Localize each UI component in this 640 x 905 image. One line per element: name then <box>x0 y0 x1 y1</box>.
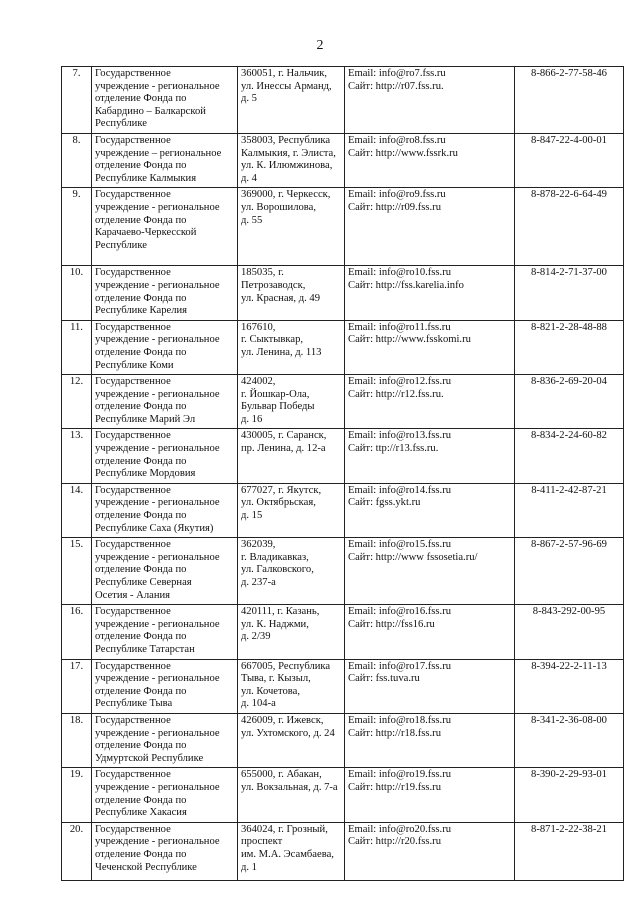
organization-name-line: Государственное <box>95 321 171 333</box>
phone-number <box>515 713 624 767</box>
row-number-text: 16. <box>69 606 84 618</box>
contacts <box>345 483 515 537</box>
phone-number-text: 8-834-2-24-60-82 <box>531 430 607 442</box>
contact-line: Сайт: http://r07.fss.ru. <box>348 80 444 92</box>
address-line: 358003, Республика <box>241 134 331 146</box>
address-line: ул. Красная, д. 49 <box>241 292 321 304</box>
organization-name-line: Осетия - Алания <box>95 589 171 601</box>
organization-name-line: отделение Фонда по <box>95 794 187 806</box>
address-line: пр. Ленина, д. 12-а <box>241 443 326 455</box>
organization-name-line: отделение Фонда по <box>95 685 187 697</box>
row-number <box>62 375 92 429</box>
row-number <box>62 320 92 374</box>
contact-line: Сайт: http://r20.fss.ru <box>348 836 441 848</box>
organization-name <box>92 188 238 266</box>
phone-number-text: 8-814-2-71-37-00 <box>531 267 607 279</box>
address <box>238 375 345 429</box>
phone-number-text: 8-867-2-57-96-69 <box>531 539 607 551</box>
row-number-text: 12. <box>69 376 84 388</box>
address-line: д. 16 <box>241 413 263 425</box>
contact-line: Сайт: fss.tuva.ru <box>348 673 420 685</box>
organization-name <box>92 320 238 374</box>
phone-number-text: 8-821-2-28-48-88 <box>531 321 607 333</box>
contacts <box>345 768 515 822</box>
row-number-text: 18. <box>69 714 84 726</box>
address-line: д. 15 <box>241 510 263 522</box>
address <box>238 605 345 659</box>
address-line: ул. К. Наджми, <box>241 618 309 630</box>
contacts <box>345 266 515 320</box>
address-line: Тыва, г. Кызыл, <box>241 673 311 685</box>
organization-name-line: Республике Карелия <box>95 305 188 317</box>
organization-name-line: отделение Фонда по <box>95 346 187 358</box>
organization-name <box>92 605 238 659</box>
phone-number <box>515 538 624 605</box>
organization-name-line: Государственное <box>95 539 171 551</box>
address-line: 185035, г. <box>241 267 284 279</box>
address-line: д. 237-а <box>241 577 276 588</box>
organization-name <box>92 67 238 134</box>
address-line: 420111, г. Казань, <box>241 606 320 618</box>
organization-name <box>92 822 238 880</box>
organization-name-line: Республике Саха (Якутия) <box>95 522 214 534</box>
address-line: г. Владикавказ, <box>241 551 309 563</box>
organization-name <box>92 713 238 767</box>
contact-line: Email: info@ro8.fss.ru <box>348 134 446 146</box>
organization-name-line: Республике Хакасия <box>95 807 187 819</box>
organization-name-line: отделение Фонда по <box>95 631 187 643</box>
organization-name <box>92 659 238 713</box>
organization-name <box>92 538 238 605</box>
organization-name-line: учреждение - региональное <box>95 673 220 685</box>
address <box>238 822 345 880</box>
phone-number-text: 8-341-2-36-08-00 <box>531 714 607 726</box>
organization-name-line: Государственное <box>95 714 171 726</box>
address-line: им. М.А. Эсамбаева, <box>241 848 334 860</box>
organization-name-line: учреждение – региональное <box>95 147 222 159</box>
row-number-text: 15. <box>69 539 84 551</box>
organization-name-line: Государственное <box>95 484 171 496</box>
organization-name-line: Государственное <box>95 823 171 835</box>
contact-line: Сайт: http://r12.fss.ru. <box>348 388 444 400</box>
organization-name-line: отделение Фонда по <box>95 214 187 226</box>
table-row <box>62 133 624 187</box>
row-number <box>62 605 92 659</box>
page-number: 2 <box>316 38 324 53</box>
phone-number <box>515 659 624 713</box>
address-line: д. 104-а <box>241 698 276 710</box>
phone-number <box>515 768 624 822</box>
address <box>238 320 345 374</box>
organization-name-line: Государственное <box>95 68 171 79</box>
row-number-text: 20. <box>69 823 84 835</box>
address-line: ул. Ворошилова, <box>241 201 316 213</box>
phone-number <box>515 483 624 537</box>
phone-number <box>515 320 624 374</box>
contact-line: Сайт: ttp://r13.fss.ru. <box>348 443 439 455</box>
phone-number-text: 8-847-22-4-00-01 <box>531 134 607 146</box>
organization-name-line: учреждение - региональное <box>95 497 220 509</box>
contact-line: Email: info@ro9.fss.ru <box>348 189 446 201</box>
address-line: 667005, Республика <box>241 660 331 672</box>
table-row <box>62 822 624 880</box>
phone-number <box>515 67 624 134</box>
phone-number <box>515 605 624 659</box>
table-row <box>62 659 624 713</box>
organization-name-line: Государственное <box>95 606 171 618</box>
contact-line: Email: info@ro10.fss.ru <box>348 267 452 279</box>
contact-line: Email: info@ro13.fss.ru <box>348 430 452 442</box>
contacts <box>345 822 515 880</box>
contact-line: Сайт: http://r18.fss.ru <box>348 727 441 739</box>
row-number-text: 9. <box>72 189 81 201</box>
organization-name-line: Республике Коми <box>95 359 174 371</box>
organization-name-line: учреждение - региональное <box>95 80 220 92</box>
row-number <box>62 67 92 134</box>
contacts <box>345 320 515 374</box>
organization-name-line: Республике <box>95 118 147 130</box>
contact-line: Сайт: http://www.fsskomi.ru <box>348 334 471 346</box>
row-number <box>62 659 92 713</box>
table-row <box>62 266 624 320</box>
phone-number <box>515 375 624 429</box>
phone-number <box>515 429 624 483</box>
table-row <box>62 67 624 134</box>
row-number <box>62 538 92 605</box>
row-number-text: 8. <box>72 134 81 146</box>
organization-name-line: Государственное <box>95 376 171 388</box>
address <box>238 659 345 713</box>
phone-number-text: 8-836-2-69-20-04 <box>531 376 607 388</box>
organization-name-line: учреждение - региональное <box>95 443 220 455</box>
address-line: 369000, г. Черкесск, <box>241 189 331 201</box>
row-number <box>62 768 92 822</box>
address <box>238 429 345 483</box>
contact-line: Сайт: http://www.fssrk.ru <box>348 147 458 159</box>
organization-name-line: учреждение - региональное <box>95 388 220 400</box>
address-line: д. 5 <box>241 93 257 105</box>
address-line: ул. Ленина, д. 113 <box>241 346 322 358</box>
row-number-text: 14. <box>69 484 84 496</box>
address <box>238 483 345 537</box>
row-number <box>62 188 92 266</box>
contact-line: Email: info@ro20.fss.ru <box>348 823 452 835</box>
row-number-text: 11. <box>70 321 83 333</box>
contact-line: Email: info@ro18.fss.ru <box>348 714 452 726</box>
row-number <box>62 713 92 767</box>
organization-name-line: учреждение - региональное <box>95 727 220 739</box>
contacts <box>345 67 515 134</box>
row-number-text: 10. <box>69 267 84 279</box>
contacts <box>345 538 515 605</box>
phone-number-text: 8-866-2-77-58-46 <box>531 68 607 79</box>
organization-name-line: Государственное <box>95 189 171 201</box>
address-line: Петрозаводск, <box>241 279 306 291</box>
address-line: д. 55 <box>241 214 263 226</box>
row-number-text: 19. <box>69 769 84 781</box>
organization-name-line: Чеченской Республике <box>95 861 197 873</box>
phone-number <box>515 188 624 266</box>
contact-line: Email: info@ro19.fss.ru <box>348 769 452 781</box>
contact-line: Email: info@ro17.fss.ru <box>348 660 452 672</box>
phone-number-text: 8-871-2-22-38-21 <box>531 823 607 835</box>
contacts <box>345 375 515 429</box>
table-row <box>62 429 624 483</box>
organization-name-line: учреждение - региональное <box>95 836 220 848</box>
organization-name-line: Государственное <box>95 430 171 442</box>
contact-line: Email: info@ro7.fss.ru <box>348 68 446 79</box>
address <box>238 768 345 822</box>
regional-offices-table <box>61 66 624 881</box>
address-line: 364024, г. Грозный, <box>241 823 328 835</box>
contacts <box>345 133 515 187</box>
address-line: 677027, г. Якутск, <box>241 484 322 496</box>
address-line: ул. Ухтомского, д. 24 <box>241 727 335 739</box>
contact-line: Сайт: fgss.ykt.ru <box>348 497 421 509</box>
contact-line: Email: info@ro12.fss.ru <box>348 376 452 388</box>
organization-name-line: Государственное <box>95 134 171 146</box>
organization-name-line: отделение Фонда по <box>95 401 187 413</box>
row-number-text: 17. <box>69 660 84 672</box>
table-row <box>62 320 624 374</box>
address <box>238 67 345 134</box>
organization-name-line: Республике Мордовия <box>95 468 196 480</box>
address-line: г. Йошкар-Ола, <box>241 388 310 400</box>
address-line: д. 4 <box>241 172 257 184</box>
contact-line: Сайт: http://fss.karelia.info <box>348 279 464 291</box>
organization-name <box>92 133 238 187</box>
contact-line: Email: info@ro16.fss.ru <box>348 606 452 618</box>
address-line: Бульвар Победы <box>241 401 315 413</box>
organization-name-line: учреждение - региональное <box>95 551 220 563</box>
contacts <box>345 605 515 659</box>
organization-name-line: Республике Татарстан <box>95 644 195 655</box>
phone-number-text: 8-390-2-29-93-01 <box>531 769 607 781</box>
organization-name <box>92 266 238 320</box>
table-row <box>62 538 624 605</box>
organization-name-line: учреждение - региональное <box>95 201 220 213</box>
row-number-text: 13. <box>69 430 84 442</box>
phone-number <box>515 266 624 320</box>
organization-name-line: Карачаево-Черкесской <box>95 227 197 239</box>
row-number <box>62 822 92 880</box>
address-line: 167610, <box>241 321 276 333</box>
phone-number-text: 8-411-2-42-87-21 <box>531 484 607 496</box>
organization-name-line: отделение Фонда по <box>95 292 187 304</box>
organization-name-line: учреждение - региональное <box>95 618 220 630</box>
address-line: д. 1 <box>241 861 257 873</box>
contact-line: Email: info@ro11.fss.ru <box>348 321 451 333</box>
organization-name-line: Государственное <box>95 660 171 672</box>
address-line: ул. Вокзальная, д. 7-а <box>241 781 338 793</box>
table-row <box>62 768 624 822</box>
phone-number <box>515 133 624 187</box>
address-line: проспект <box>241 836 283 848</box>
address-line: 360051, г. Нальчик, <box>241 68 328 79</box>
organization-name <box>92 483 238 537</box>
row-number <box>62 429 92 483</box>
organization-name-line: Кабардино – Балкарской <box>95 105 206 117</box>
row-number <box>62 266 92 320</box>
address-line: ул. Галковского, <box>241 564 314 576</box>
organization-name <box>92 375 238 429</box>
contact-line: Сайт: http://r19.fss.ru <box>348 781 441 793</box>
table-row <box>62 713 624 767</box>
contacts <box>345 659 515 713</box>
contact-line: Сайт: http://fss16.ru <box>348 618 435 630</box>
phone-number-text: 8-878-22-6-64-49 <box>531 189 607 201</box>
address-line: ул. Кочетова, <box>241 685 301 697</box>
organization-name-line: отделение Фонда по <box>95 848 187 860</box>
contact-line: Email: info@ro14.fss.ru <box>348 484 452 496</box>
address <box>238 713 345 767</box>
organization-name-line: отделение Фонда по <box>95 455 187 467</box>
address <box>238 188 345 266</box>
address-line: г. Сыктывкар, <box>241 334 304 346</box>
address-line: 424002, <box>241 376 276 388</box>
address-line: 430005, г. Саранск, <box>241 430 327 442</box>
organization-name-line: отделение Фонда по <box>95 93 187 105</box>
organization-name-line: Республике Калмыкия <box>95 172 197 184</box>
table-row <box>62 483 624 537</box>
organization-name-line: Республике Северная <box>95 577 192 588</box>
contact-line: Сайт: http://www fssosetia.ru/ <box>348 551 478 563</box>
address <box>238 266 345 320</box>
organization-name-line: отделение Фонда по <box>95 740 187 752</box>
organization-name <box>92 429 238 483</box>
phone-number <box>515 822 624 880</box>
contact-line: Email: info@ro15.fss.ru <box>348 539 452 551</box>
organization-name-line: Удмуртской Республике <box>95 752 204 764</box>
address-line: 426009, г. Ижевск, <box>241 714 324 726</box>
table-row <box>62 188 624 266</box>
organization-name-line: учреждение - региональное <box>95 781 220 793</box>
row-number-text: 7. <box>72 68 81 79</box>
row-number <box>62 133 92 187</box>
address <box>238 538 345 605</box>
organization-name-line: Республике Марий Эл <box>95 413 196 425</box>
table-row <box>62 605 624 659</box>
organization-name-line: учреждение - региональное <box>95 334 220 346</box>
organization-name-line: Республике Тыва <box>95 698 173 710</box>
organization-name-line: Республике <box>95 239 147 251</box>
contact-line: Сайт: http://r09.fss.ru <box>348 201 441 213</box>
phone-number-text: 8-843-292-00-95 <box>532 606 606 618</box>
organization-name-line: учреждение - региональное <box>95 279 220 291</box>
phone-number-text: 8-394-22-2-11-13 <box>531 660 607 672</box>
organization-name-line: отделение Фонда по <box>95 160 187 172</box>
address-line: д. 2/39 <box>241 631 271 643</box>
organization-name-line: отделение Фонда по <box>95 564 187 576</box>
address-line: ул. К. Илюмжинова, <box>241 160 333 172</box>
address-line: 362039, <box>241 539 276 551</box>
organization-name-line: отделение Фонда по <box>95 510 187 522</box>
address-line: 655000, г. Абакан, <box>241 769 322 781</box>
address-line: ул. Октябрьская, <box>241 497 316 509</box>
address <box>238 133 345 187</box>
address-line: Калмыкия, г. Элиста, <box>241 147 336 159</box>
organization-name-line: Государственное <box>95 267 171 279</box>
table-body <box>62 67 624 881</box>
organization-name-line: Государственное <box>95 769 171 781</box>
contacts <box>345 429 515 483</box>
organization-name <box>92 768 238 822</box>
row-number <box>62 483 92 537</box>
contacts <box>345 188 515 266</box>
table-row <box>62 375 624 429</box>
contacts <box>345 713 515 767</box>
address-line: ул. Инессы Арманд, <box>241 80 332 92</box>
